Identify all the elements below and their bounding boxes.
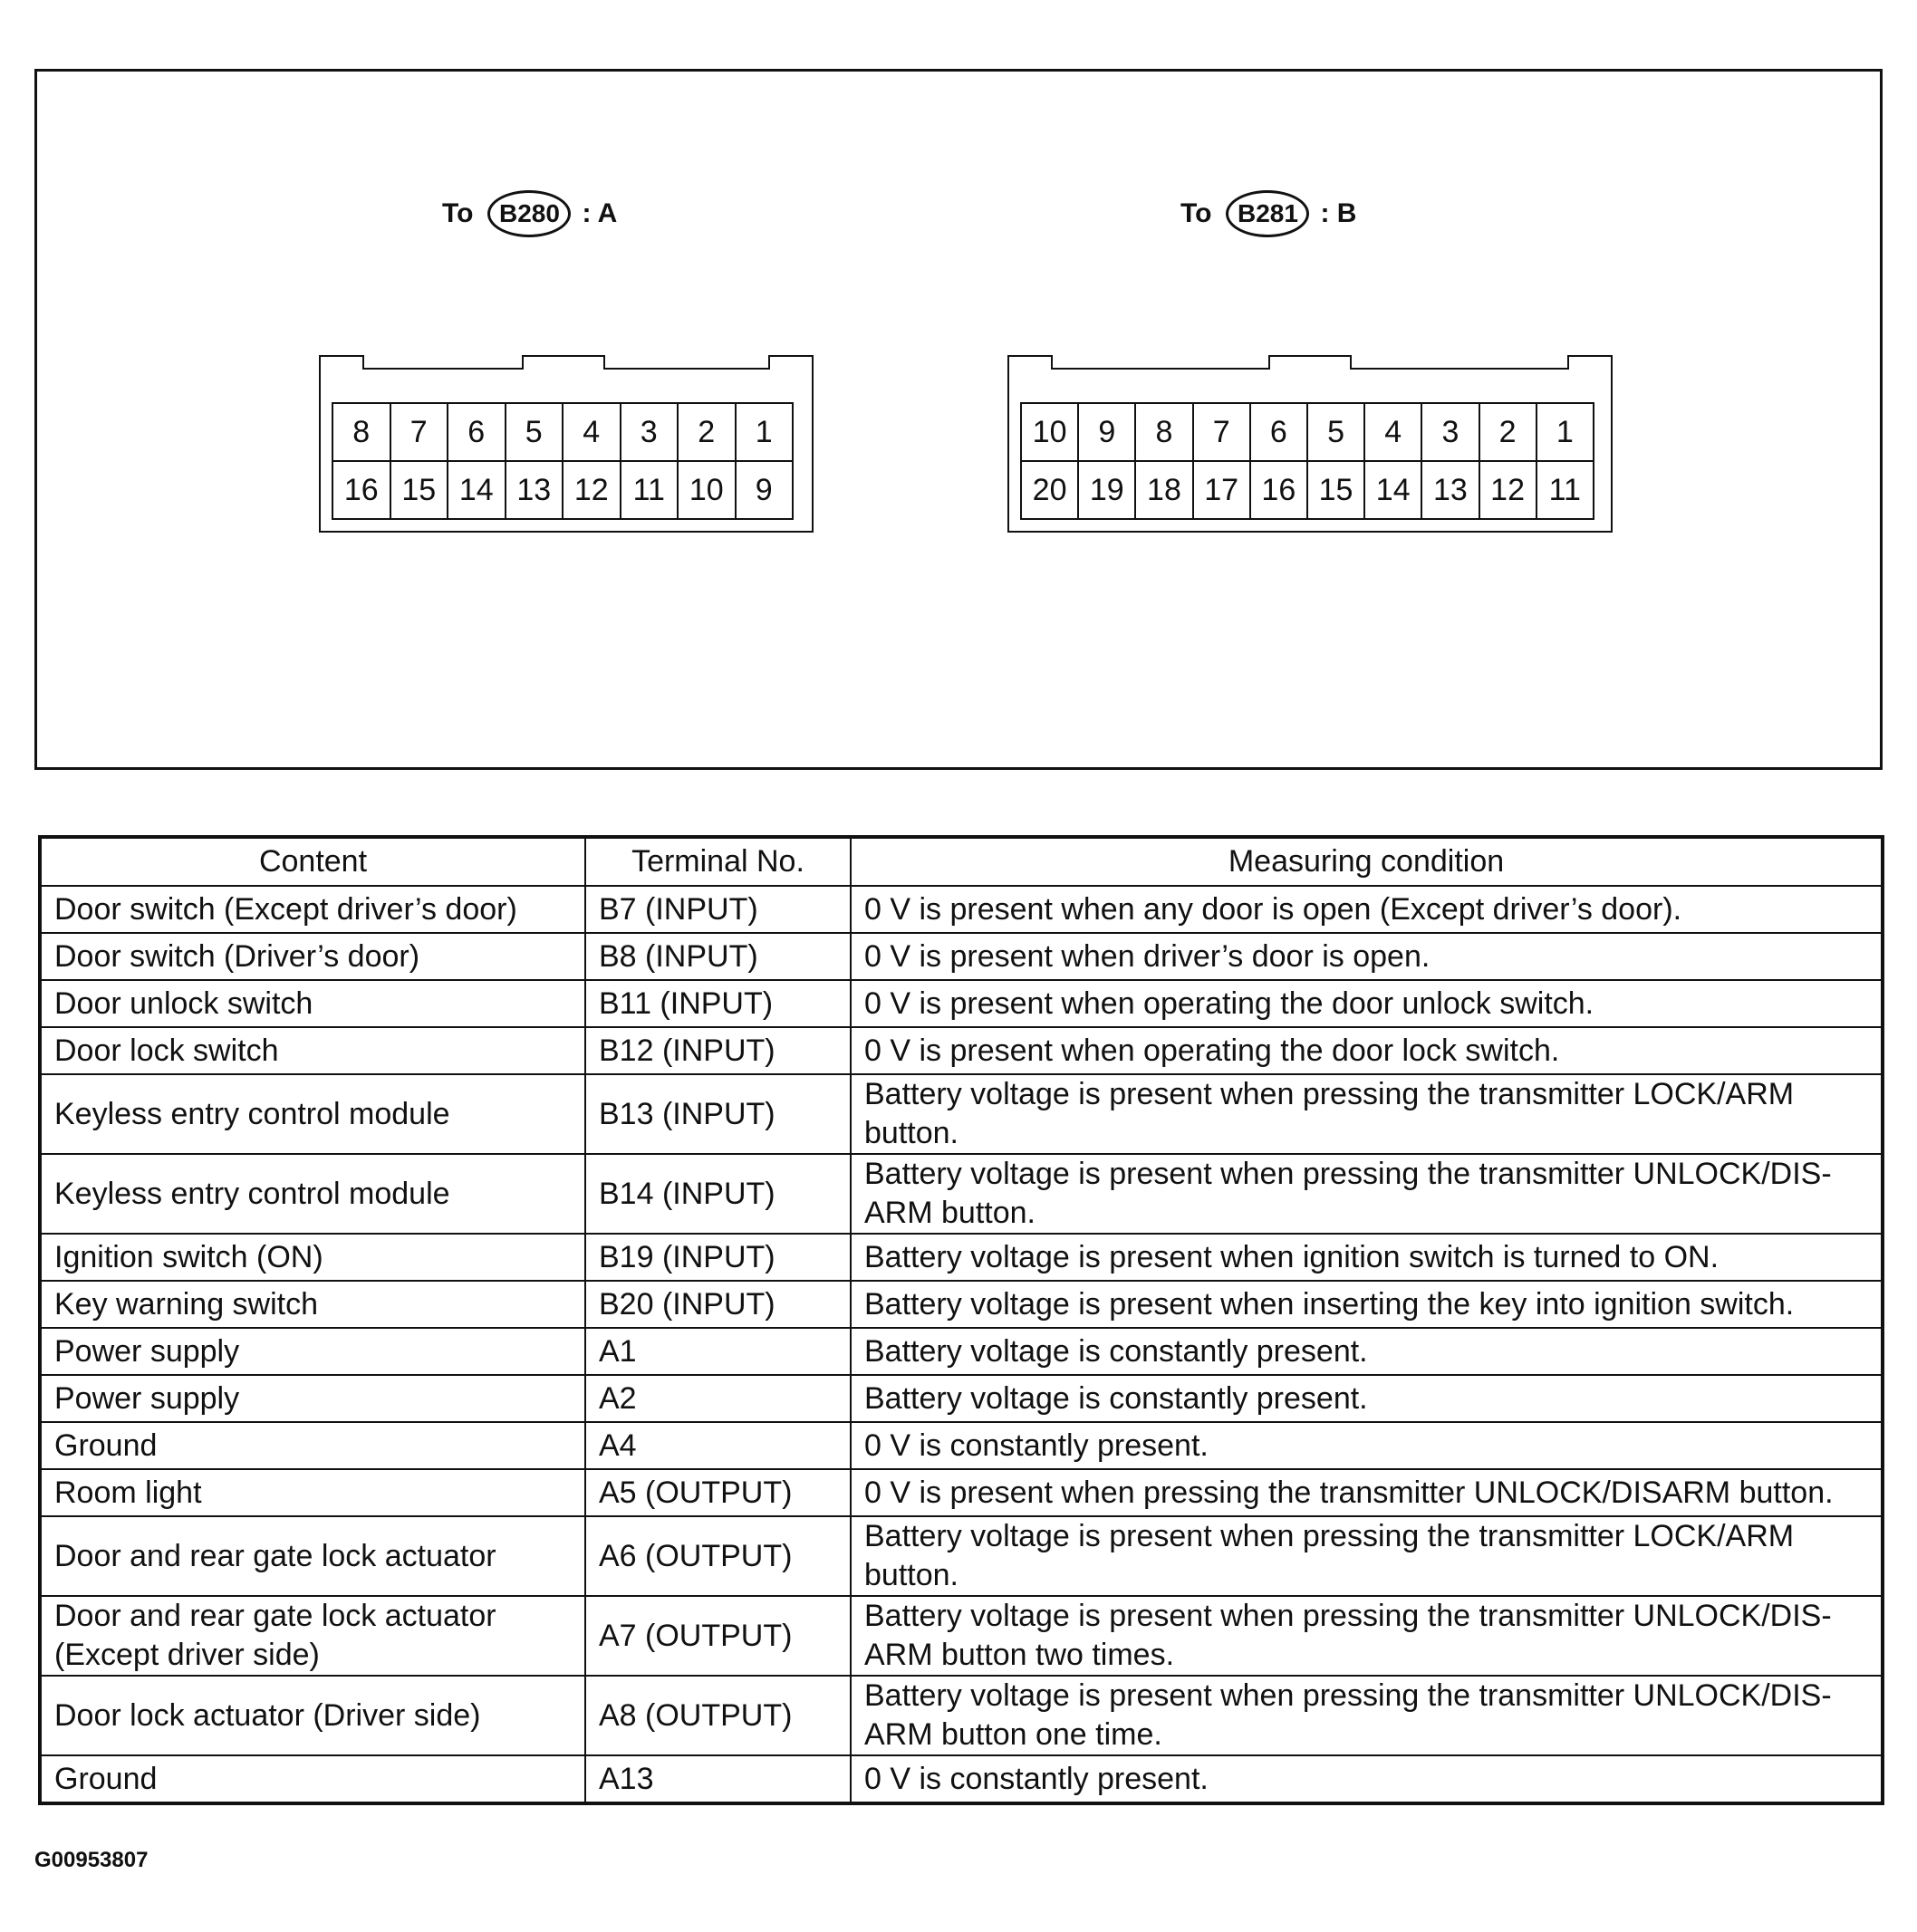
cell-content: Ground: [40, 1755, 585, 1803]
connector_a-pin: 3: [621, 404, 679, 462]
cell-condition: 0 V is present when any door is open (Except driver’s door).: [851, 886, 1883, 933]
table-row: [40, 1027, 1883, 1074]
cell-content: Ignition switch (ON): [40, 1234, 585, 1281]
connector-b-title: [1180, 190, 1356, 237]
cell-terminal: A5 (OUTPUT): [585, 1469, 851, 1516]
table-row: [40, 886, 1883, 933]
connector_a-pin: 10: [679, 462, 737, 520]
cell-content: Door lock actuator (Driver side): [40, 1676, 585, 1755]
connector-a-suffix: : A: [582, 198, 618, 228]
connector_b-latch: [1567, 355, 1613, 370]
connector_b-pin: 15: [1308, 462, 1365, 520]
cell-condition: Battery voltage is constantly present.: [851, 1375, 1883, 1422]
connector_a-pin: 9: [737, 462, 795, 520]
cell-condition: Battery voltage is present when pressing the transmitter LOCK/ARM button.: [851, 1516, 1883, 1596]
cell-terminal: B13 (INPUT): [585, 1074, 851, 1154]
table-row: [40, 1422, 1883, 1469]
terminal-spec-table: [38, 835, 1884, 1805]
connector_b-pin: 13: [1422, 462, 1479, 520]
cell-content: Door lock switch: [40, 1027, 585, 1074]
connector_b-pin: 18: [1136, 462, 1193, 520]
table-header-row: [40, 837, 1883, 886]
connector-b: [1007, 355, 1613, 533]
table-row: [40, 1676, 1883, 1755]
cell-terminal: B20 (INPUT): [585, 1281, 851, 1328]
connector_a-pin: 5: [506, 404, 564, 462]
connector_b-pin: 14: [1365, 462, 1422, 520]
cell-condition: Battery voltage is present when inserting the key into ignition switch.: [851, 1281, 1883, 1328]
cell-condition: 0 V is present when pressing the transmitter UNLOCK/DISARM button.: [851, 1469, 1883, 1516]
table-row: [40, 1154, 1883, 1234]
connector_b-pin: 11: [1537, 462, 1594, 520]
cell-content: Ground: [40, 1422, 585, 1469]
header-terminal: Terminal No.: [585, 837, 851, 886]
connector_a-pin: 7: [391, 404, 449, 462]
cell-condition: Battery voltage is present when pressing the transmitter UNLOCK/DIS-ARM button.: [851, 1154, 1883, 1234]
cell-condition: 0 V is present when driver’s door is open.: [851, 933, 1883, 980]
connector_b-pin: 6: [1251, 404, 1308, 462]
cell-terminal: B19 (INPUT): [585, 1234, 851, 1281]
table-row: [40, 1469, 1883, 1516]
cell-condition: Battery voltage is present when pressing the transmitter UNLOCK/DIS-ARM button one time.: [851, 1676, 1883, 1755]
connector_b-pin-grid: [1020, 402, 1594, 520]
header-content: Content: [40, 837, 585, 886]
cell-condition: Battery voltage is constantly present.: [851, 1328, 1883, 1375]
cell-content: Key warning switch: [40, 1281, 585, 1328]
cell-terminal: A7 (OUTPUT): [585, 1596, 851, 1676]
connector_b-pin: 1: [1537, 404, 1594, 462]
table-row: [40, 1755, 1883, 1803]
connector_a-latch: [522, 355, 605, 370]
connector-b-suffix: : B: [1320, 198, 1357, 228]
connector_b-pin: 4: [1365, 404, 1422, 462]
cell-terminal: B7 (INPUT): [585, 886, 851, 933]
connector_b-pin: 12: [1480, 462, 1537, 520]
connector_b-pin: 17: [1194, 462, 1251, 520]
cell-terminal: A2: [585, 1375, 851, 1422]
cell-content: Power supply: [40, 1328, 585, 1375]
cell-terminal: B11 (INPUT): [585, 980, 851, 1027]
table-row: [40, 1516, 1883, 1596]
connector_a-pin: 13: [506, 462, 564, 520]
connector-a: [319, 355, 814, 533]
cell-terminal: A4: [585, 1422, 851, 1469]
cell-content: Door and rear gate lock actuator (Except driver side): [40, 1596, 585, 1676]
connector_b-pin: 2: [1480, 404, 1537, 462]
cell-terminal: A13: [585, 1755, 851, 1803]
cell-condition: 0 V is present when operating the door lock switch.: [851, 1027, 1883, 1074]
cell-content: Keyless entry control module: [40, 1074, 585, 1154]
connector_b-pin: 10: [1022, 404, 1079, 462]
table-row: [40, 980, 1883, 1027]
cell-terminal: B8 (INPUT): [585, 933, 851, 980]
cell-terminal: A6 (OUTPUT): [585, 1516, 851, 1596]
table-row: [40, 1375, 1883, 1422]
cell-content: Door switch (Driver’s door): [40, 933, 585, 980]
connector_b-latch: [1268, 355, 1352, 370]
connector_a-pin: 15: [391, 462, 449, 520]
cell-terminal: B12 (INPUT): [585, 1027, 851, 1074]
connector_b-pin: 8: [1136, 404, 1193, 462]
connector_a-latch: [319, 355, 364, 370]
cell-condition: 0 V is constantly present.: [851, 1422, 1883, 1469]
connector-b-prefix: To: [1180, 198, 1212, 228]
table-row: [40, 933, 1883, 980]
connector_a-pin: 12: [564, 462, 621, 520]
connector_b-pin: 5: [1308, 404, 1365, 462]
figure-id: G00953807: [34, 1848, 149, 1872]
cell-terminal: B14 (INPUT): [585, 1154, 851, 1234]
connector-a-code: B280: [487, 190, 571, 237]
cell-content: Room light: [40, 1469, 585, 1516]
cell-content: Door unlock switch: [40, 980, 585, 1027]
connector_a-pin: 6: [448, 404, 506, 462]
connector_a-latch: [768, 355, 814, 370]
cell-condition: 0 V is present when operating the door unlock switch.: [851, 980, 1883, 1027]
connector_b-pin: 20: [1022, 462, 1079, 520]
connector_a-pin: 14: [448, 462, 506, 520]
table-row: [40, 1328, 1883, 1375]
cell-content: Door switch (Except driver’s door): [40, 886, 585, 933]
cell-condition: Battery voltage is present when ignition switch is turned to ON.: [851, 1234, 1883, 1281]
table-row: [40, 1596, 1883, 1676]
connector_b-pin: 7: [1194, 404, 1251, 462]
connector_a-pin: 1: [737, 404, 795, 462]
connector-a-title: [442, 190, 617, 237]
table-row: [40, 1234, 1883, 1281]
connector-a-prefix: To: [442, 198, 474, 228]
table-row: [40, 1281, 1883, 1328]
connector_a-pin: 2: [679, 404, 737, 462]
cell-content: Power supply: [40, 1375, 585, 1422]
connector_b-pin: 19: [1079, 462, 1136, 520]
cell-content: Door and rear gate lock actuator: [40, 1516, 585, 1596]
cell-condition: 0 V is constantly present.: [851, 1755, 1883, 1803]
connector_a-pin: 4: [564, 404, 621, 462]
header-condition: Measuring condition: [851, 837, 1883, 886]
connector-b-code: B281: [1226, 190, 1309, 237]
connector_b-pin: 3: [1422, 404, 1479, 462]
connector_b-pin: 16: [1251, 462, 1308, 520]
cell-condition: Battery voltage is present when pressing the transmitter UNLOCK/DIS-ARM button two times.: [851, 1596, 1883, 1676]
connector_a-pin: 11: [621, 462, 679, 520]
connector_b-pin: 9: [1079, 404, 1136, 462]
connector_a-pin: 8: [333, 404, 391, 462]
connector_a-pin-grid: [332, 402, 794, 520]
connector_a-pin: 16: [333, 462, 391, 520]
cell-terminal: A1: [585, 1328, 851, 1375]
table-row: [40, 1074, 1883, 1154]
cell-content: Keyless entry control module: [40, 1154, 585, 1234]
connector_b-latch: [1007, 355, 1053, 370]
cell-condition: Battery voltage is present when pressing the transmitter LOCK/ARM button.: [851, 1074, 1883, 1154]
cell-terminal: A8 (OUTPUT): [585, 1676, 851, 1755]
